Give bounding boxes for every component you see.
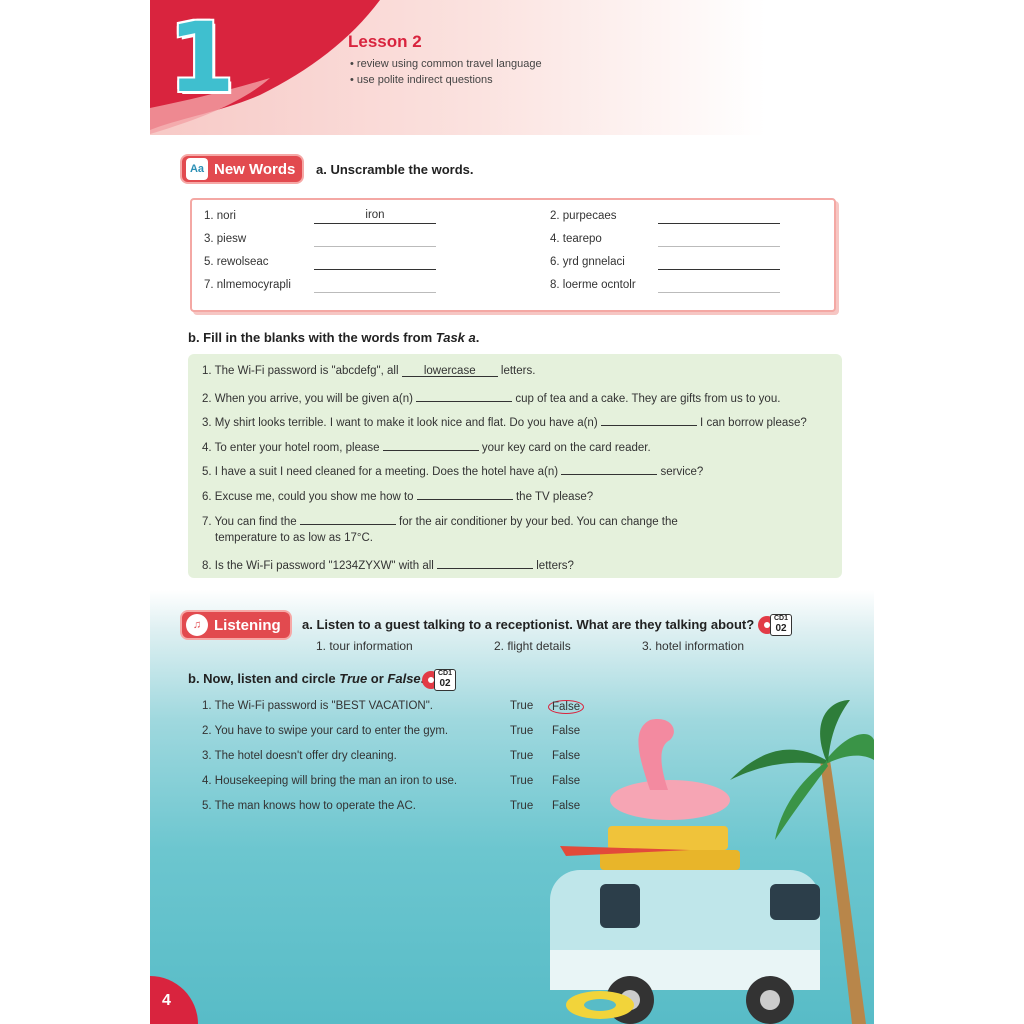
scrambled-word: 3. piesw [204, 233, 247, 245]
sentence-blank[interactable] [300, 511, 396, 525]
listening-task-a: a. Listen to a guest talking to a receptionist. What are they talking about? [302, 617, 755, 632]
cd-label: CD1 [773, 615, 788, 622]
sentence-text: 4. To enter your hotel room, please [202, 442, 383, 454]
task-b-period: . [475, 330, 480, 345]
sentence [202, 388, 780, 407]
listening-label: Listening [214, 616, 281, 634]
statement-text: 5. The man knows how to operate the AC. [202, 800, 416, 812]
sentence-text: 7. You can find the [202, 516, 300, 528]
answer-option[interactable]: 1. tour information [316, 639, 413, 653]
task-b-reference: Task a [435, 330, 476, 345]
unit-number: 1 [168, 2, 235, 114]
sentence [202, 511, 678, 530]
sentence-blank[interactable] [437, 555, 533, 569]
listening-tag [182, 612, 290, 638]
sentence-text: letters. [497, 365, 536, 377]
answer-blank[interactable]: iron [314, 209, 436, 224]
scrambled-word: 4. tearepo [550, 233, 602, 245]
answer-blank[interactable] [658, 232, 780, 247]
true-false-row [202, 750, 622, 766]
false-option[interactable]: False [552, 800, 581, 812]
cd-label: CD1 [437, 670, 452, 677]
sentence-blank[interactable] [561, 461, 657, 475]
false-option[interactable]: False [552, 775, 581, 787]
cd-track-number: 02 [775, 623, 787, 634]
answer-blank[interactable] [314, 255, 436, 270]
task-b-text: b. Now, listen and circle [188, 671, 340, 686]
statement-text: 3. The hotel doesn't offer dry cleaning. [202, 750, 397, 762]
answer-blank[interactable] [314, 278, 436, 293]
sentence-blank[interactable] [417, 486, 513, 500]
sentence [202, 363, 535, 379]
sentence-text: 5. I have a suit I need cleaned for a meeting. Does the hotel have a(n) [202, 466, 562, 478]
sentence-text: service? [657, 466, 704, 478]
sentence-text: 6. Excuse me, could you show me how to [202, 491, 417, 503]
sentence-text: cup of tea and a cake. They are gifts from us to you. [512, 393, 781, 405]
true-option[interactable]: True [510, 700, 534, 712]
scrambled-word: 2. purpecaes [550, 210, 617, 222]
true-false-row [202, 700, 622, 716]
audio-track-icon[interactable] [422, 669, 454, 691]
true-option[interactable]: True [510, 750, 534, 762]
lesson-objectives [350, 56, 542, 88]
scrambled-word: 5. rewolseac [204, 256, 269, 268]
statement-text: 2. You have to swipe your card to enter the gym. [202, 725, 449, 737]
fill-in-blanks-box [188, 354, 842, 578]
sentence [202, 461, 703, 480]
lesson-title: Lesson 2 [348, 32, 422, 51]
sentence-blank[interactable] [601, 412, 697, 426]
true-option[interactable]: True [510, 725, 534, 737]
objective-item: • use polite indirect questions [350, 72, 542, 88]
beach-van-illustration [530, 700, 874, 1024]
cd-track-number: 02 [439, 678, 451, 689]
true-false-row [202, 725, 622, 741]
audio-track-icon[interactable] [758, 614, 790, 636]
answer-option[interactable]: 3. hotel information [642, 639, 745, 653]
false-option-circled[interactable]: False [548, 700, 584, 714]
statement-text: 4. Housekeeping will bring the man an iron to use. [202, 775, 458, 787]
answer-blank[interactable] [314, 232, 436, 247]
sentence-text: for the air conditioner by your bed. You can change the [395, 516, 678, 528]
sentence-blank[interactable] [416, 388, 512, 402]
unscramble-box [190, 198, 836, 312]
answer-blank[interactable] [658, 255, 780, 270]
statement-text: 1. The Wi-Fi password is "BEST VACATION". [202, 700, 433, 712]
task-b-text: b. Fill in the blanks with the words from [188, 330, 436, 345]
task-a-instruction: a. Unscramble the words. [316, 162, 474, 177]
sentence-text: the TV please? [512, 491, 594, 503]
sentence-text: your key card on the card reader. [478, 442, 651, 454]
sentence-text: 3. My shirt looks terrible. I want to make it look nice and flat. Do you have a(n) [202, 417, 601, 429]
task-b-false: False [387, 671, 421, 686]
task-b-or: or [367, 671, 388, 686]
scrambled-word: 6. yrd gnnelaci [550, 256, 625, 268]
answer-blank[interactable] [658, 278, 780, 293]
sentence-text: 8. Is the Wi-Fi password "1234ZYXW" with all [202, 560, 438, 572]
answer-option[interactable]: 2. flight details [494, 639, 571, 653]
vocabulary-icon: Aa [186, 158, 208, 180]
page-number: 4 [162, 992, 171, 1009]
scrambled-word: 7. nlmemocyrapli [204, 279, 291, 291]
sentence-blank[interactable] [383, 437, 479, 451]
sentence-continuation: temperature to as low as 17°C. [215, 532, 374, 544]
task-b-true: True [339, 671, 368, 686]
true-false-row [202, 800, 622, 816]
sentence [202, 486, 593, 505]
sentence [202, 412, 807, 431]
new-words-label: New Words [214, 160, 296, 178]
scrambled-word: 8. loerme ocntolr [550, 279, 636, 291]
cd-track-label [770, 614, 792, 636]
false-option[interactable]: False [552, 725, 581, 737]
true-false-row [202, 775, 622, 791]
cd-track-label [434, 669, 456, 691]
task-b-instruction [188, 330, 479, 345]
headphones-icon: ♫ [186, 614, 208, 636]
new-words-tag [182, 156, 302, 182]
sentence-text: 1. The Wi-Fi password is "abcdefg", all [202, 365, 402, 377]
sentence-text: I can borrow please? [696, 417, 807, 429]
false-option[interactable]: False [552, 750, 581, 762]
true-option[interactable]: True [510, 800, 534, 812]
listening-task-b [188, 671, 424, 686]
sentence-text: 2. When you arrive, you will be given a(n) [202, 393, 417, 405]
true-option[interactable]: True [510, 775, 534, 787]
sentence [202, 437, 651, 456]
sentence-blank[interactable]: lowercase [402, 363, 498, 377]
workbook-page [150, 0, 874, 1024]
sentence-text: letters? [533, 560, 574, 572]
scrambled-word: 1. nori [204, 210, 236, 222]
objective-item: • review using common travel language [350, 56, 542, 72]
answer-blank[interactable] [658, 209, 780, 224]
sentence [202, 555, 574, 574]
